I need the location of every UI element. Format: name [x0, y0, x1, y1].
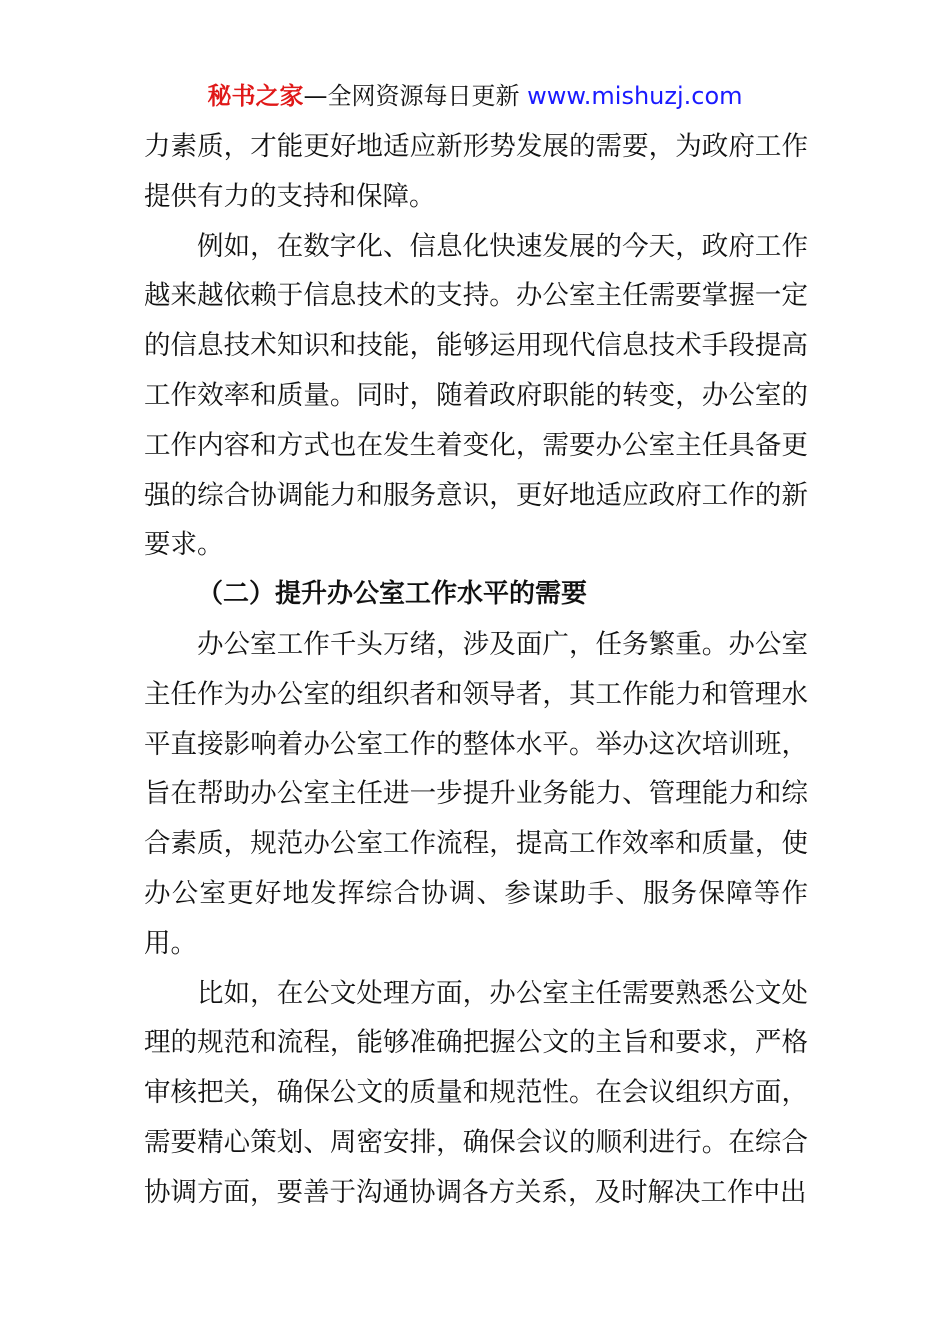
- header-tagline: —全网资源每日更新: [303, 82, 520, 110]
- document-body: [144, 122, 808, 1218]
- paragraph-1: 力素质，才能更好地适应新形势发展的需要，为政府工作提供有力的支持和保障。: [144, 131, 808, 212]
- paragraph-4: 比如，在公文处理方面，办公室主任需要熟悉公文处理的规范和流程，能够准确把握公文的主旨和要求，严格审核把关，确保公文的质量和规范性。在会议组织方面，需要精心策划、周密安排，确保会议的顺利进行。在综合协调方面，要善于沟通协调各方关系，及时解决工作中出: [144, 977, 808, 1208]
- paragraph-2: 例如，在数字化、信息化快速发展的今天，政府工作越来越依赖于信息技术的支持。办公室主任需要掌握一定的信息技术知识和技能，能够运用现代信息技术手段提高工作效率和质量。同时，随着政府职能的转变，办公室的工作内容和方式也在发生着变化，需要办公室主任具备更强的综合协调能力和服务意识，更好地适应政府工作的新要求。: [144, 230, 808, 561]
- section-heading: （二）提升办公室工作水平的需要: [197, 579, 588, 610]
- paragraph-3: 办公室工作千头万绪，涉及面广，任务繁重。办公室主任作为办公室的组织者和领导者，其工作能力和管理水平直接影响着办公室工作的整体水平。举办这次培训班，旨在帮助办公室主任进一步提升业务能力、管理能力和综合素质，规范办公室工作流程，提高工作效率和质量，使办公室更好地发挥综合协调、参谋助手、服务保障等作用。: [144, 628, 808, 959]
- brand-name: 秘书之家: [207, 82, 304, 110]
- site-header: [0, 78, 950, 114]
- site-url-link[interactable]: www.mishuzj.com: [527, 82, 743, 110]
